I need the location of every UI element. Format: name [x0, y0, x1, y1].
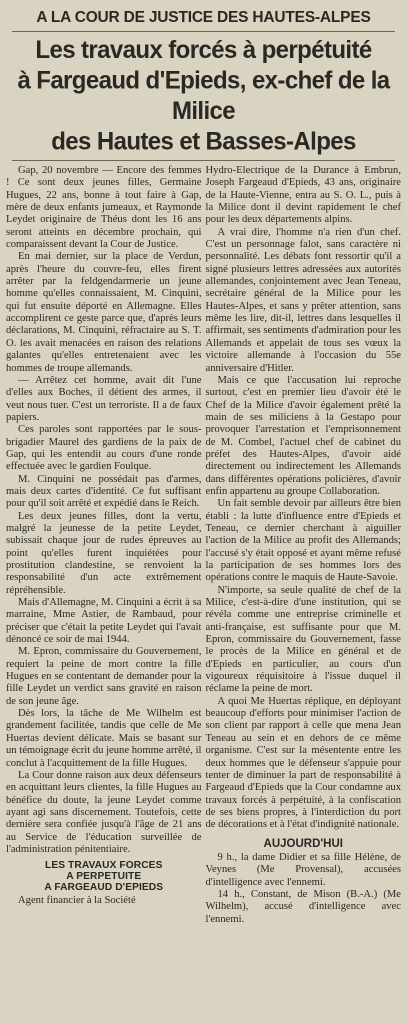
- paragraph: Mais d'Allemagne, M. Cinquini a écrit à sa marraine, Mme Astier, de Rambaud, pour préciser que c'était la petite Leydet qui l'avait dénoncé ce soir de mai 1944.: [6, 597, 202, 646]
- paragraph: En mai dernier, sur la place de Verdun, après l'heure du couvre-feu, elles firent arrêter par la feldgendarmerie un jeune homme qu'elles connaissaient, M. Cinquini, qui fut ensuite déporté en Allemagne. Elles accomplirent ce geste parce que, d'après leurs déclarations, M. Cinquini, réfractaire au S. T. O. les avait menacées en raison des relations galantes qu'elles entretenaient avec les hommes de troupe allemands.: [6, 251, 202, 374]
- headline-rule: [12, 160, 395, 161]
- article-body: [6, 165, 401, 926]
- headline-line-3: des Hautes et Basses-Alpes: [51, 127, 356, 156]
- subheading-line-1: LES TRAVAUX FORCES: [45, 860, 163, 872]
- paragraph: — Arrêtez cet homme, avait dit l'une d'elles aux Boches, il détient des armes, il veut nous tuer. C'est un terroriste. Il a de faux papiers.: [6, 374, 202, 423]
- paragraph: A vrai dire, l'homme n'a rien d'un chef. C'est un personnage falot, sans caractère ni personnalité. Les débats font ressortir qu'il a signé plusieurs lettres adressées aux autorités allemandes, conjointement avec Jean Teneau, secrétaire général de la Milice pour les Hautes-Alpes, et sans y prêter attention, sans même les lire, dit-il, lettres dans lesquelles il affirmait, ses sentiments d'admiration pour les Allemands et appelait de tous ses vœux la victoire allemande à l'occasion du 55e anniversaire d'Hitler.: [205, 226, 401, 374]
- article-headline: [6, 35, 401, 157]
- section-heading: AUJOURD'HUI: [263, 837, 343, 850]
- headline-line-2: à Fargeaud d'Epieds, ex-chef de la Milice: [17, 66, 390, 126]
- paragraph: Un fait semble devoir par ailleurs être bien établi : la lutte d'influence entre d'Epieds et Teneau, ce dernier cherchant à aiguiller l'action de la Milice au profit des Allemands; l'accusé s'y était opposé et ayant même refusé la participation de ses hommes lors des opérations contre le maquis de Haute-Savoie.: [205, 498, 401, 584]
- paragraph: N'importe, sa seule qualité de chef de la Milice, c'est-à-dire d'une institution, qui se révéla comme une entreprise criminelle et anti-française, est suffisante pour que M. Epron, commissaire du Gouvernement, fasse le procès de la Milice en général et de d'Epieds en particulier, au cours d'un vigoureux réquisitoire à l'issue duquel il réclame la peine de mort.: [205, 584, 401, 695]
- left-column: [6, 165, 202, 926]
- subheading: [6, 860, 202, 893]
- section-kicker: A LA COUR DE JUSTICE DES HAUTES-ALPES: [36, 9, 371, 26]
- paragraph: Hydro-Electrique de la Durance à Embrun, Joseph Fargeaud d'Epieds, 43 ans, originaire de la Haute-Vienne, entra au S. O. L., puis à la Milice dont il devint rapidement le chef pour les deux départements alpins.: [205, 165, 401, 226]
- paragraph: Dès lors, la tâche de Me Wilhelm est grandement facilitée, tandis que celle de Me Huertas devient délicate. Mais se basant sur un témoignage écrit du jeune homme arrêté, il conclut à l'acquittement de la fille Hugues.: [6, 708, 202, 769]
- paragraph: Agent financier à la Société: [18, 895, 136, 907]
- paragraph: M. Epron, commissaire du Gouvernement, requiert la peine de mort contre la fille Hugues en se contentant de demander pour la fille Leydet un verdict sans gravité en raison de son jeune âge.: [6, 646, 202, 707]
- paragraph: Mais ce que l'accusation lui reproche surtout, c'est en premier lieu d'avoir été le Chef de la Milice d'avoir également prêté la main de ses miliciens à la Gestapo pour provoquer l'arrestation et l'emprisonnement de M. Combel, l'actuel chef de cabinet du préfet des Hautes-Alpes, d'avoir aidé directement ou indirectement les Allemands dans différentes opérations policières, d'avoir enfin appartenu au groupe Collaboration.: [205, 374, 401, 497]
- paragraph: A quoi Me Huertas réplique, en déployant beaucoup d'efforts pour minimiser l'action de son client par rapport à celle que mena Jean Teneau au sein et en dehors de ce même organisme. C'est sur la mésentente entre les deux hommes que le défenseur s'appuie pour tenter de diminuer la part de responsabilité à Fargeaud d'Epieds que la Cour condamne aux travaux forcés à perpétuité, à la confiscation de ses biens propres, à l'interdiction du port de décorations et à l'état d'indignité nationale.: [205, 695, 401, 831]
- paragraph: Ces paroles sont rapportées par le sous-brigadier Maurel des gardiens de la paix de Gap, qui les entendit au cours d'une ronde effectuée avec le gardien Foulque.: [6, 424, 202, 473]
- subheading-line-3: A FARGEAUD D'EPIEDS: [44, 882, 164, 894]
- paragraph: 14 h., Constant, de Mison (B.-A.) (Me Wilhelm), accusé d'intelligence avec l'ennemi.: [205, 888, 401, 925]
- paragraph: M. Cinquini ne possédait pas d'armes, mais deux cartes d'identité. Ce fut suffisant pour qu'il soit arrêté et expédié dans le Reich.: [6, 473, 202, 510]
- paragraph: 9 h., la dame Didier et sa fille Hélène, de Veynes (Me Provensal), accusées d'intelligence avec l'ennemi.: [205, 851, 401, 888]
- right-column: [206, 165, 402, 926]
- subheading-line-2: A PERPETUITE: [66, 871, 142, 883]
- paragraph: La Cour donne raison aux deux défenseurs en acquittant leurs clientes, la fille Hugues au bénéfice du doute, la jeune Leydet comme ayant agi sans discernement. Toutefois, cette dernière sera confiée jusqu'à l'âge de 21 ans au Service de l'éducation surveillée de l'administration pénitentiaire.: [6, 769, 202, 855]
- headline-line-1: Les travaux forcés à perpétuité: [35, 36, 372, 65]
- paragraph: Les deux jeunes filles, dont la vertu, malgré la jeunesse de la petite Leydet, subissait chaque jour de rudes épreuves au point qu'elles furent inquiétées pour prostitution clandestine, se renvoient la responsabilité d'un acte extrêmement répréhensible.: [6, 510, 202, 596]
- paragraph: Gap, 20 novembre — Encore des femmes ! Ce sont deux jeunes filles, Germaine Hugues, 22 ans, bonne à tout faire à Gap, mère de deux enfants jumeaux, et Raymonde Leydet originaire de Théus dont les 16 ans seront atteints en décembre prochain, qui comparaissent devant la Cour de Justice.: [6, 165, 202, 251]
- kicker-rule: [12, 31, 395, 32]
